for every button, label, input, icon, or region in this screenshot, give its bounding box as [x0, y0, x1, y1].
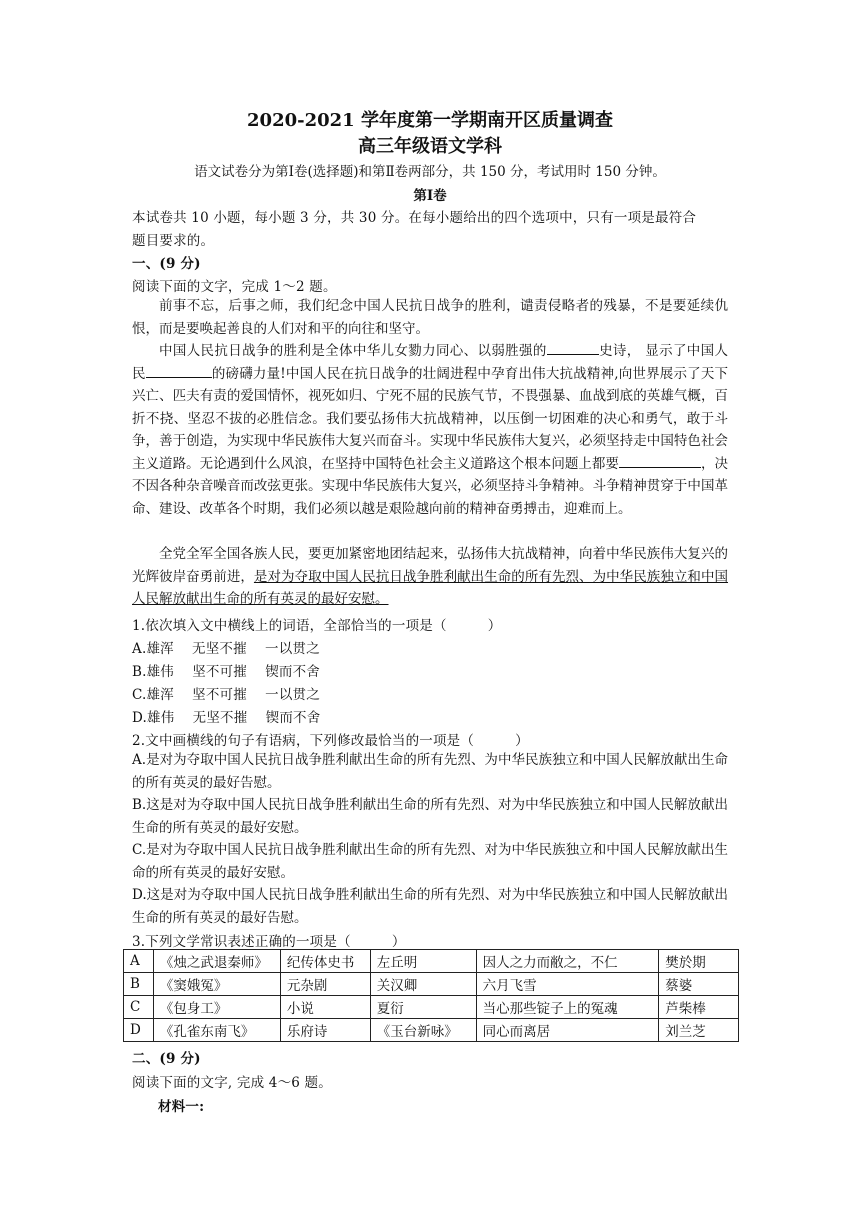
question-1-option-c: C.雄浑 坚不可摧 一以贯之 — [132, 687, 320, 703]
table-cell: 左丘明 — [370, 950, 476, 973]
passage-paragraph-2 — [132, 340, 728, 520]
instructions-line-1: 本试卷共 10 小题，每小题 3 分，共 30 分。在每小题给出的四个选项中，只有一项是最符合 — [132, 210, 697, 226]
table-cell: 《孔雀东南飞》 — [153, 1019, 280, 1042]
table-cell: 刘兰芝 — [659, 1019, 739, 1042]
instructions-line-2: 题目要求的。 — [132, 233, 215, 249]
table-cell: 樊於期 — [659, 950, 739, 973]
blank-1 — [547, 340, 599, 355]
question-2-option-d: D.这是对为夺取中国人民抗日战争胜利献出生命的所有先烈、对为中华民族独立和中国人民解放献出生命的所有英灵的最好告慰。 — [132, 887, 728, 926]
blank-3 — [619, 453, 701, 468]
exam-subtitle: 高三年级语文学科 — [358, 136, 502, 157]
table-row — [124, 973, 739, 996]
table-row — [124, 996, 739, 1019]
question-1-option-d: D.雄伟 无坚不摧 锲而不舍 — [132, 710, 321, 726]
passage-p2-part-c: 的磅礴力量!中国人民在抗日战争的壮阔进程中孕育出伟大抗战精神,向世界展示了天下兴亡、匹夫有责的爱国情怀，视死如归、宁死不屈的民族气节，不畏强暴、血战到底的英雄气概，百折不挠、坚忍不拔的必胜信念。我们要弘扬伟大抗战精神，以压倒一切困难的决心和勇气，敢于斗争，善于创造，为实现中华民族伟大复兴而奋斗。实现中华民族伟大复兴，必须坚持走中国特色社会主义道路。无论遇到什么风浪，在坚持中国特色社会主义道路这个根本问题上都要 — [132, 365, 729, 472]
table-row — [124, 950, 739, 973]
question-2-option-c: C.是对为夺取中国人民抗日战争胜利献出生命的所有先烈、对为中华民族独立和中国人民解放献出生命的所有英灵的最好安慰。 — [132, 842, 728, 881]
table-row — [124, 1019, 739, 1042]
table-cell: 蔡婆 — [659, 973, 739, 996]
table-cell: C — [124, 996, 154, 1019]
underlined-sentence: 是对为夺取中国人民抗日战争胜利献出生命的所有先烈、为中华民族独立和中国人民解放献出生命的所有英灵的最好安慰。 — [132, 568, 729, 607]
table-cell: 《窦娥冤》 — [153, 973, 280, 996]
passage-p2-part-d: ，决不因各种杂音噪音而改弦更张。实现中华民族伟大复兴，必须坚持斗争精神。斗争精神贯穿于中国革命、建设、改革各个时期，我们必须以越是艰险越向前的精神奋勇搏击，迎难而上。 — [132, 455, 729, 517]
table-cell: 当心那些锭子上的冤魂 — [476, 996, 659, 1019]
passage-paragraph-1: 前事不忘，后事之师，我们纪念中国人民抗日战争的胜利，谴责侵略者的残暴，不是要延续仇恨，而是要唤起善良的人们对和平的向往和坚守。 — [132, 298, 728, 337]
passage-p3-part-a: 全党全军全国各族人民，要更加紧密地团结起来，弘扬伟大抗战精神，向着中华民族伟大复兴的光辉彼岸奋勇前进， — [132, 546, 728, 585]
table-cell: 纪传体史书 — [280, 950, 370, 973]
table-cell: 芦柴棒 — [659, 996, 739, 1019]
passage-p2-part-a: 中国人民抗日战争的胜利是全体中华儿女勠力同心、以弱胜强的 — [159, 343, 547, 359]
exam-intro: 语文试卷分为第Ⅰ卷(选择题)和第Ⅱ卷两部分，共 150 分，考试用时 150 分钟。 — [194, 164, 666, 180]
question-1-option-b: B.雄伟 坚不可摧 锲而不舍 — [132, 664, 320, 680]
question-2-option-a: A.是对为夺取中国人民抗日战争胜利献出生命的所有先烈、为中华民族独立和中国人民解放献出生命的所有英灵的最好告慰。 — [132, 752, 728, 791]
question-1-stem: 1.依次填入文中横线上的词语，全部恰当的一项是（ ） — [132, 618, 502, 634]
table-cell: 因人之力而敝之，不仁 — [476, 950, 659, 973]
table-cell: A — [124, 950, 154, 973]
section-1-heading: 一、(9 分) — [132, 256, 201, 272]
material-1-label: 材料一: — [158, 1099, 205, 1115]
section-1-prompt: 阅读下面的文字，完成 1～2 题。 — [132, 279, 337, 295]
literature-table — [123, 949, 739, 1042]
table-cell: 六月飞雪 — [476, 973, 659, 996]
table-cell: 夏衍 — [370, 996, 476, 1019]
table-cell: 小说 — [280, 996, 370, 1019]
table-cell: 《烛之武退秦师》 — [153, 950, 280, 973]
table-cell: 元杂剧 — [280, 973, 370, 996]
exam-title: 2020-2021 学年度第一学期南开区质量调查 — [247, 110, 613, 131]
section-2-prompt: 阅读下面的文字, 完成 4～6 题。 — [132, 1075, 332, 1091]
question-2-option-b: B.这是对为夺取中国人民抗日战争胜利献出生命的所有先烈、对为中华民族独立和中国人民解放献出生命的所有英灵的最好安慰。 — [132, 797, 728, 836]
table-cell: 关汉卿 — [370, 973, 476, 996]
table-cell: 《玉台新咏》 — [370, 1019, 476, 1042]
table-cell: 同心而离居 — [476, 1019, 659, 1042]
passage-paragraph-3 — [132, 543, 728, 611]
volume-heading: 第Ⅰ卷 — [413, 188, 447, 204]
table-cell: 《包身工》 — [153, 996, 280, 1019]
passage-p2-part-b: 史诗， 显示了中国人民 — [132, 343, 729, 382]
question-1-option-a: A.雄浑 无坚不摧 一以贯之 — [132, 641, 320, 657]
table-cell: 乐府诗 — [280, 1019, 370, 1042]
section-2-heading: 二、(9 分) — [132, 1051, 201, 1067]
blank-2 — [146, 363, 212, 378]
table-cell: B — [124, 973, 154, 996]
table-cell: D — [124, 1019, 154, 1042]
question-3-stem: 3.下列文学常识表述正确的一项是（ ） — [132, 934, 406, 950]
question-2-stem: 2.文中画横线的句子有语病，下列修改最恰当的一项是（ ） — [132, 733, 529, 749]
